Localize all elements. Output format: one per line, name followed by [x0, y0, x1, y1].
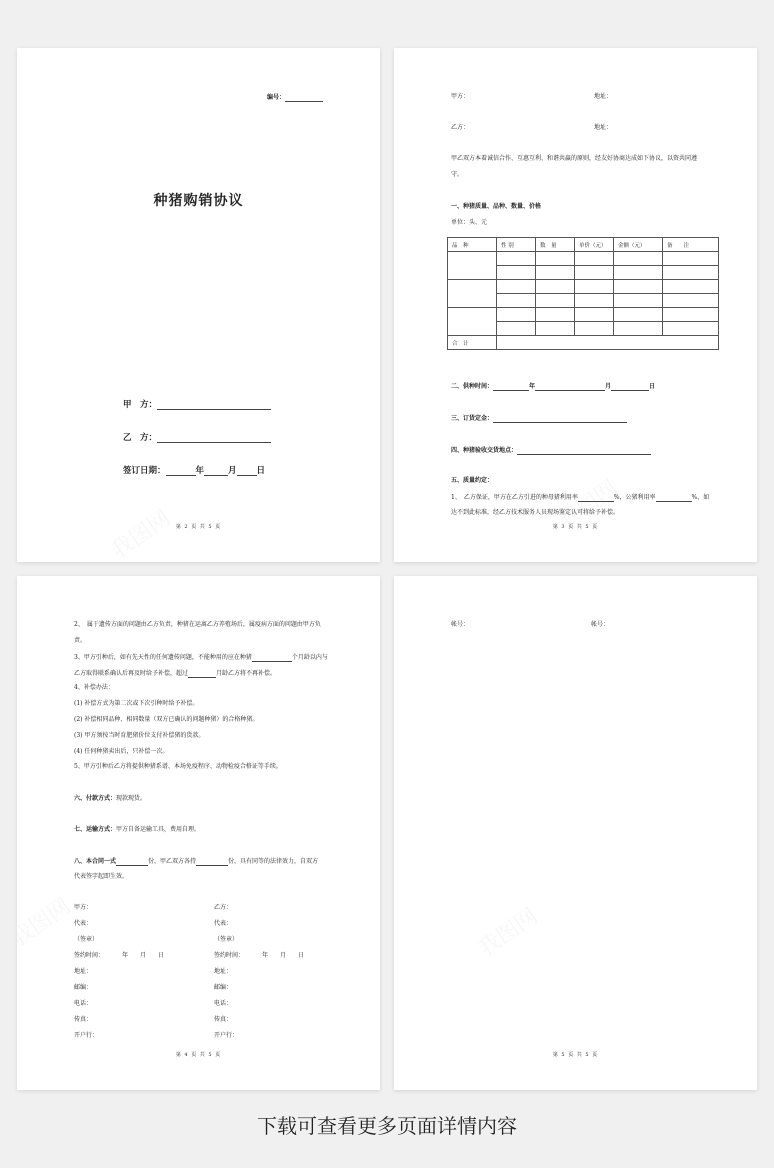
month-label: 月	[228, 466, 237, 476]
section-8-line	[74, 857, 318, 866]
page-footer: 第 5 页 共 5 页	[552, 1052, 599, 1058]
table-cell	[497, 252, 536, 266]
account-right: 帐号：	[591, 621, 610, 628]
clause-text: 份，甲乙双方各持	[148, 858, 197, 865]
section-3-label: 三、订货定金：	[451, 415, 494, 422]
sig-field: 电话：	[74, 1000, 93, 1007]
table-cell	[663, 266, 719, 280]
clause-text: 乙方取得联系确认后再及时给予补偿，超过	[74, 670, 189, 677]
sig-date: 年 月 日	[122, 952, 165, 959]
sig-field: （签章）	[74, 936, 99, 943]
year-blank	[166, 467, 196, 476]
section-7-line	[74, 826, 200, 834]
party-a-blank	[157, 401, 271, 410]
table-cell	[536, 280, 575, 294]
sig-field: 开户行：	[74, 1032, 99, 1039]
watermark	[471, 900, 543, 963]
table-header-cell: 品 种	[448, 238, 497, 252]
table-header-cell: 金额（元）	[614, 238, 663, 252]
download-caption: 下载可查看更多页面详情内容	[257, 1114, 517, 1138]
page-footer: 第 4 页 共 5 页	[175, 1052, 222, 1058]
sig-field: 代表：	[214, 920, 233, 927]
table-cell	[575, 308, 614, 322]
sig-field: 邮编：	[214, 984, 233, 991]
month-label: 月	[605, 383, 612, 390]
clause-4-2: (2) 补偿相同品种、相同数量（双方已确认的问题种猪）的合格种猪。	[74, 716, 259, 723]
table-header-cell: 性 别	[497, 238, 536, 252]
year-label: 年	[195, 466, 205, 476]
sig-field: 甲方：	[74, 904, 93, 911]
clause-text: 个月龄以内与	[291, 654, 328, 661]
table-cell	[575, 322, 614, 336]
table-cell	[663, 322, 719, 336]
table-cell	[614, 322, 663, 336]
section-2-line	[451, 382, 655, 391]
section-6-label: 六、付款方式：	[74, 795, 117, 802]
clause-2-cont: 责。	[74, 637, 87, 644]
clause-text: %，如	[691, 494, 710, 501]
table-cell	[497, 322, 536, 336]
table-cell	[575, 252, 614, 266]
table-cell	[497, 294, 536, 308]
table-cell	[575, 266, 614, 280]
sig-field: 传真：	[214, 1016, 233, 1023]
blank	[611, 382, 649, 391]
section-1-heading: 一、种猪质量、品种、数量、价格	[451, 203, 542, 210]
party-b-blank	[157, 434, 271, 443]
table-header-cell: 备 注	[663, 238, 719, 252]
day-label: 日	[649, 383, 656, 390]
table-cell	[614, 294, 663, 308]
sig-field: 代表：	[74, 920, 93, 927]
sig-field: 地址：	[74, 968, 93, 975]
table-header-row	[448, 238, 719, 252]
clause-3	[74, 653, 328, 662]
blank	[517, 446, 651, 455]
blank	[493, 414, 627, 423]
blank	[196, 857, 228, 866]
clause-3-cont	[74, 669, 276, 678]
blank	[252, 653, 292, 662]
table-cell	[536, 252, 575, 266]
party-b-label: 乙 方：	[123, 433, 158, 443]
table-cell	[536, 266, 575, 280]
table-cell	[663, 308, 719, 322]
table-cell	[575, 294, 614, 308]
table-cell	[663, 294, 719, 308]
party-a-line: 甲方：	[451, 93, 470, 100]
sig-field: （签章）	[214, 936, 239, 943]
blank	[656, 493, 692, 502]
page-footer: 第 2 页 共 5 页	[175, 524, 222, 530]
section-2-label: 二、供种时间：	[451, 383, 494, 390]
sign-date-label: 签订日期：	[123, 466, 166, 476]
clause-text: 1、 乙方保证，甲方在乙方引进的种母猪利用率	[451, 494, 578, 501]
intro-text: 甲乙双方本着诚信合作、互惠互利、和谐共赢的原则，经友好协商达成如下协议，以资共同遵	[451, 155, 698, 162]
sig-field: 开户行：	[214, 1032, 239, 1039]
table-cell	[536, 308, 575, 322]
sig-field: 乙方：	[214, 904, 233, 911]
account-left: 帐号：	[451, 621, 470, 628]
table-cell	[497, 280, 536, 294]
document-page-5	[394, 576, 757, 1090]
table-row	[448, 280, 719, 294]
table-cell	[497, 308, 536, 322]
day-blank	[237, 467, 257, 476]
table-cell	[614, 308, 663, 322]
sig-field: 签约时间：	[214, 952, 245, 959]
section-8-label: 八、本合同一式	[74, 858, 117, 865]
table-cell	[536, 322, 575, 336]
document-title: 种猪购销协议	[153, 193, 244, 209]
watermark	[17, 890, 76, 953]
table-cell	[448, 252, 497, 280]
clause-4-3: (3) 甲方须按当时育肥猪价位支付补偿猪的货款。	[74, 732, 205, 739]
sign-date-field	[123, 464, 265, 476]
day-label: 日	[256, 466, 266, 476]
table-cell	[497, 266, 536, 280]
table-cell	[497, 336, 719, 350]
sig-date: 年 月 日	[262, 952, 305, 959]
pig-spec-table	[447, 237, 719, 350]
blank	[116, 857, 148, 866]
section-4-line	[451, 446, 651, 455]
table-row	[448, 252, 719, 266]
party-a-field	[123, 398, 271, 410]
blank	[535, 382, 605, 391]
document-page-4	[17, 576, 380, 1090]
clause-2: 2、 属于遗传方面的问题由乙方负责，种猪在运离乙方养殖场后，属疫病方面的问题由甲方负	[74, 621, 321, 628]
unit-label: 单位：头、元	[451, 219, 488, 226]
clause-text: %，公猪利用率	[613, 494, 656, 501]
party-b-field	[123, 431, 271, 443]
table-row	[448, 308, 719, 322]
blank	[188, 669, 216, 678]
page-footer: 第 3 页 共 5 页	[552, 524, 599, 530]
sig-field: 电话：	[214, 1000, 233, 1007]
section-8-cont: 代表签字起即生效。	[74, 873, 129, 880]
table-cell	[663, 280, 719, 294]
sig-field: 传真：	[74, 1016, 93, 1023]
sig-field: 地址：	[214, 968, 233, 975]
serial-label: 编号：	[267, 94, 286, 101]
section-6-text: 现款现货。	[116, 795, 147, 802]
table-cell	[536, 294, 575, 308]
clause-5: 5、甲方引种后乙方将提供种猪系谱、本场免疫程序、动物检疫合格证等手续。	[74, 763, 282, 770]
serial-blank	[285, 93, 323, 102]
party-a-label: 甲 方：	[123, 400, 158, 410]
document-page-cover	[17, 48, 380, 562]
table-cell	[614, 266, 663, 280]
section-7-text: 甲方自备运输工具，费用自理。	[116, 826, 201, 833]
clause-text: 月龄乙方将不再补偿。	[216, 670, 277, 677]
quality-clause-1-cont: 达不到此标准，经乙方技术服务人员现场鉴定认可将给予补偿。	[451, 509, 620, 516]
sig-field: 签约时间：	[74, 952, 105, 959]
table-total-row	[448, 336, 719, 350]
document-page-2	[394, 48, 757, 562]
address-a-line: 地址：	[594, 93, 613, 100]
blank	[578, 493, 614, 502]
section-5-heading: 五、质量约定：	[451, 477, 494, 484]
month-blank	[204, 467, 228, 476]
table-cell	[575, 280, 614, 294]
table-header-cell: 数 量	[536, 238, 575, 252]
serial-number-field	[267, 93, 323, 102]
section-4-label: 四、种猪验收交货地点：	[451, 447, 518, 454]
intro-text-cont: 守。	[451, 171, 464, 178]
address-b-line: 地址：	[594, 124, 613, 131]
clause-text: 3、甲方引种后，如有先天性的任何遗传问题，不能种用的应在种猪	[74, 654, 252, 661]
table-cell	[663, 252, 719, 266]
table-cell	[614, 252, 663, 266]
quality-clause-1	[451, 493, 709, 502]
watermark	[104, 502, 176, 562]
clause-4: 4、补偿办法：	[74, 684, 114, 691]
section-3-line	[451, 414, 627, 423]
section-7-label: 七、运输方式：	[74, 826, 117, 833]
year-label: 年	[529, 383, 536, 390]
clause-4-1: (1) 补偿方式为第二次或下次引种时给予补偿。	[74, 700, 199, 707]
party-b-line: 乙方：	[451, 124, 470, 131]
section-6-line	[74, 795, 146, 803]
table-total-label: 合 计	[448, 336, 497, 350]
table-cell	[448, 280, 497, 308]
table-cell	[448, 308, 497, 336]
sig-field: 邮编：	[74, 984, 93, 991]
table-cell	[614, 280, 663, 294]
clause-text: 份，具有同等的法律效力，自双方	[228, 858, 319, 865]
table-header-cell: 单价（元）	[575, 238, 614, 252]
blank	[493, 382, 529, 391]
clause-4-4: (4) 任何种猪卖出后，只补偿一次。	[74, 748, 169, 755]
